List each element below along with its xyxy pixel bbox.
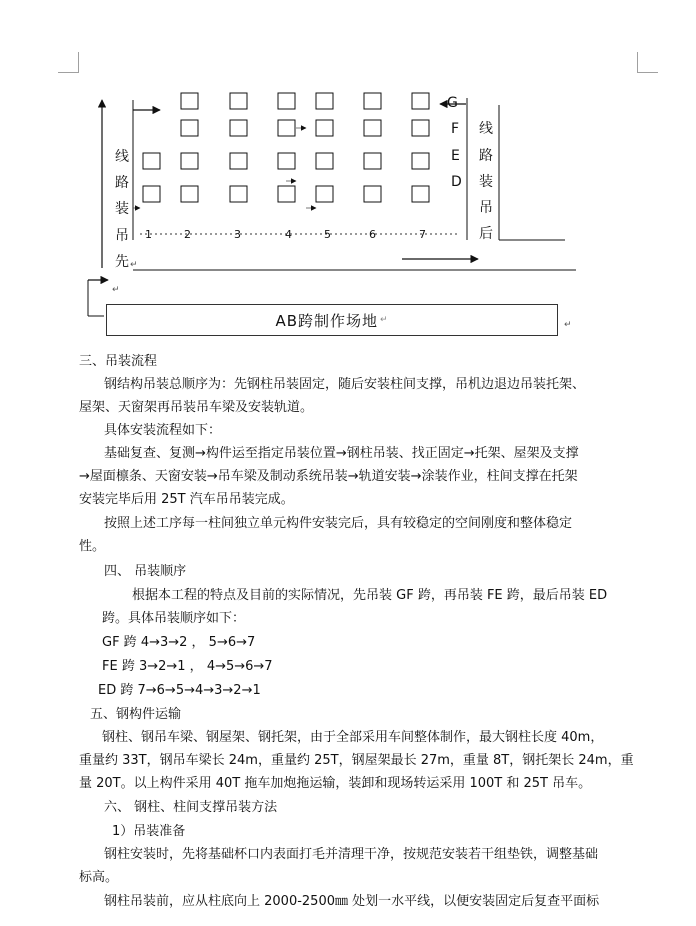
right-label-char: 线	[479, 121, 493, 137]
row-letter: D	[451, 174, 462, 190]
paragraph-line: 标高。	[79, 870, 119, 885]
section-heading-transport: 五、钢构件运输	[90, 707, 182, 722]
column-number: 5	[324, 228, 331, 241]
row-letter: E	[451, 148, 460, 164]
row-axis-letters	[447, 95, 462, 190]
column-base-box	[181, 186, 198, 202]
paragraph-line: 基础复查、复测→构件运至指定吊装位置→钢柱吊装、找正固定→托架、屋架及支撑	[104, 446, 579, 461]
row-letter: F	[451, 121, 460, 137]
paragraph-line: 安装完毕后用 25T 汽车吊吊装完成。	[79, 492, 294, 507]
left-label-char: 装	[115, 201, 129, 217]
column-base-box	[181, 153, 198, 169]
column-base-box	[230, 120, 247, 136]
paragraph-mark: ↵	[112, 285, 120, 295]
paragraph-line: 具体安装流程如下：	[104, 423, 222, 438]
left-label-char: 吊	[115, 228, 129, 244]
column-base-box	[278, 93, 295, 109]
column-number: 4	[285, 228, 292, 241]
subsection-heading-preparation: 1）吊装准备	[112, 824, 186, 839]
paragraph-line: 钢柱安装时，先将基础杯口内表面打毛并清理干净，按规范安装若干组垫铁，调整基础	[104, 847, 599, 862]
left-label-char: 线	[115, 149, 129, 165]
column-base-box	[364, 120, 381, 136]
left-route-label	[115, 148, 129, 270]
ab-span-fabrication-site-box	[106, 304, 558, 336]
paragraph-line: 屋架、天窗架再吊装吊车梁及安装轨道。	[79, 400, 314, 415]
column-number: 7	[419, 228, 426, 241]
column-base-box	[316, 120, 333, 136]
column-base-box	[230, 93, 247, 109]
paragraph-line: 跨。具体吊装顺序如下：	[102, 611, 246, 626]
column-base-box	[181, 120, 198, 136]
column-base-box	[230, 153, 247, 169]
right-label-char: 装	[479, 174, 493, 190]
paragraph-line: 钢柱吊装前，应从柱底向上 2000-2500㎜ 处划一水平线，以便安装固定后复查平面标	[104, 894, 600, 909]
column-base-grid	[143, 93, 429, 202]
column-base-box	[278, 153, 295, 169]
left-label-char: 路	[115, 175, 129, 191]
column-base-box	[316, 153, 333, 169]
right-route-label	[479, 120, 493, 242]
column-base-box	[364, 153, 381, 169]
right-label-char: 后	[479, 226, 493, 242]
column-base-box	[278, 186, 295, 202]
paragraph-mark: ↵	[380, 315, 389, 325]
paragraph-line: 钢结构吊装总顺序为：先钢柱吊装固定，随后安装柱间支撑，吊机边退边吊装托架、	[104, 377, 586, 392]
site-label: AB跨制作场地	[275, 311, 378, 330]
column-base-box	[143, 186, 160, 202]
right-label-char: 路	[479, 148, 493, 164]
paragraph-line: 量 20T。以上构件采用 40T 拖车加炮拖运输，装卸和现场转运采用 100T 和 25T 吊车。	[79, 776, 592, 791]
sequence-fe: FE 跨 3→2→1 ， 4→5→6→7	[102, 659, 273, 674]
column-base-box	[412, 186, 429, 202]
left-label-char: 先	[115, 254, 129, 270]
paragraph-line: 性。	[79, 539, 106, 554]
paragraph-line: 钢柱、钢吊车梁、钢屋架、钢托架，由于全部采用车间整体制作，最大钢柱长度 40m，	[102, 730, 604, 745]
column-base-box	[230, 186, 247, 202]
column-base-box	[412, 93, 429, 109]
column-number: 3	[234, 228, 241, 241]
hoisting-route-diagram	[0, 0, 696, 345]
column-base-box	[181, 93, 198, 109]
sequence-ed: ED 跨 7→6→5→4→3→2→1	[98, 683, 261, 698]
sequence-gf: GF 跨 4→3→2 ， 5→6→7	[102, 635, 256, 650]
column-base-box	[278, 120, 295, 136]
column-base-box	[316, 186, 333, 202]
section-heading-column-hoisting: 六、 钢柱、柱间支撑吊装方法	[104, 800, 278, 815]
paragraph-line: 根据本工程的特点及目前的实际情况，先吊装 GF 跨，再吊装 FE 跨，最后吊装 ED	[132, 588, 608, 603]
column-base-box	[412, 153, 429, 169]
paragraph-mark: ↵	[130, 260, 138, 270]
right-label-char: 吊	[479, 200, 493, 216]
section-heading-hoisting-process: 三、吊装流程	[79, 354, 158, 369]
paragraph-mark: ↵	[564, 320, 572, 330]
column-number: 1	[145, 228, 152, 241]
column-number: 6	[369, 228, 376, 241]
column-base-box	[143, 153, 160, 169]
section-heading-hoisting-sequence: 四、 吊装顺序	[104, 564, 187, 579]
paragraph-line: 按照上述工序每一柱间独立单元构件安装完后，具有较稳定的空间刚度和整体稳定	[104, 516, 573, 531]
paragraph-line: →屋面檩条、天窗安装→吊车梁及制动系统吊装→轨道安装→涂装作业，柱间支撑在托架	[79, 469, 578, 484]
column-axis-numbers	[145, 228, 426, 241]
column-base-box	[316, 93, 333, 109]
paragraph-line: 重量约 33T，钢吊车梁长 24m，重量约 25T，钢屋架最长 27m，重量 8T，钢托架长 24m，重	[79, 753, 634, 768]
row-letter: G	[447, 95, 458, 111]
column-base-box	[364, 186, 381, 202]
column-base-box	[364, 93, 381, 109]
column-base-box	[412, 120, 429, 136]
column-number: 2	[184, 228, 191, 241]
